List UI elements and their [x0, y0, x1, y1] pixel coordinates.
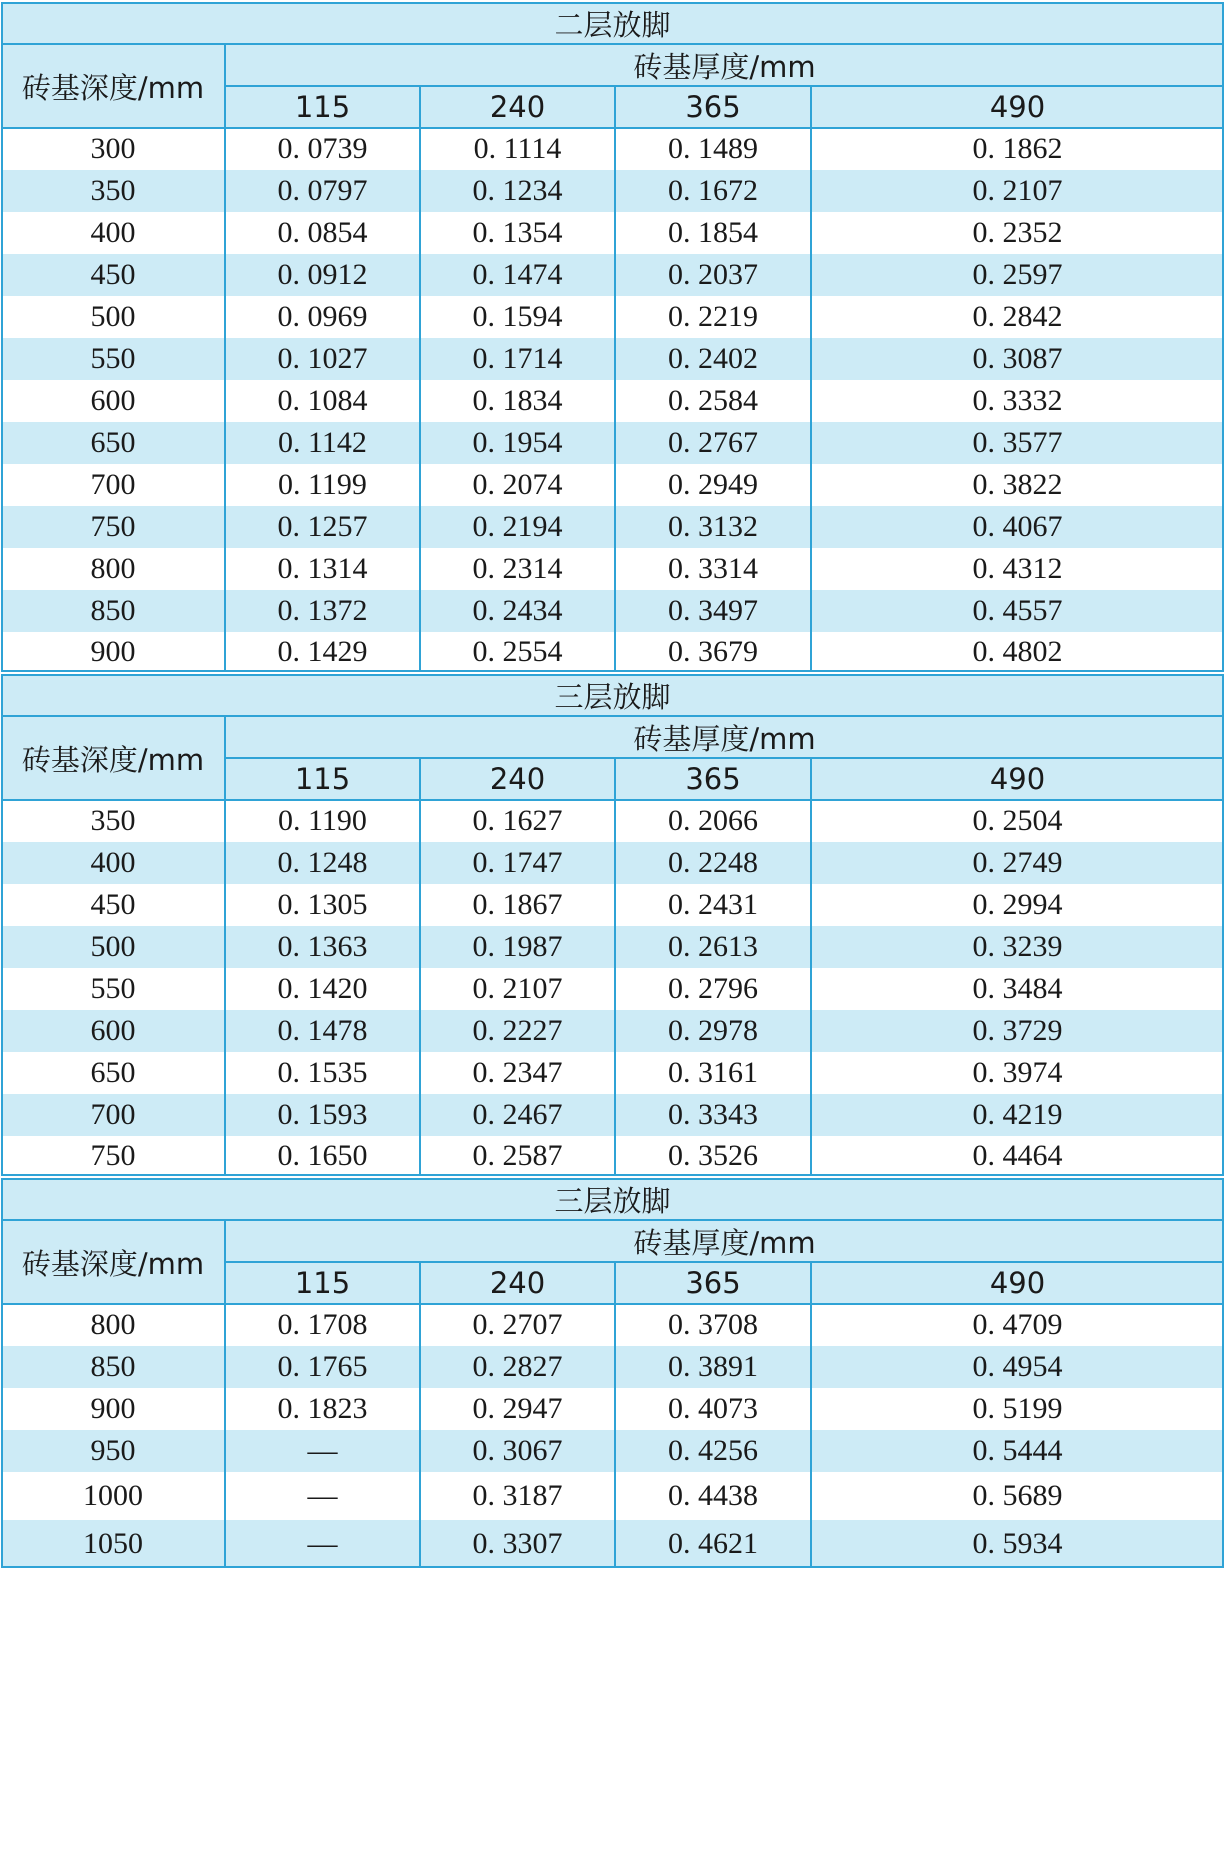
volume-value-cell: 0. 4709 — [972, 1308, 1063, 1341]
volume-value-cell: 0. 2314 — [472, 552, 563, 585]
grid-line — [225, 85, 1224, 87]
table-section — [1, 1178, 1224, 1568]
volume-value-cell: 0. 4464 — [972, 1139, 1063, 1172]
grid-line — [224, 716, 226, 1176]
depth-cell: 800 — [90, 1308, 136, 1341]
table-row — [1, 254, 1224, 296]
volume-value-cell: 0. 1199 — [278, 468, 367, 501]
depth-column-header: 砖基深度/mm — [1, 44, 225, 128]
volume-value-cell: 0. 2949 — [668, 468, 758, 501]
thickness-column-header: 240 — [420, 1262, 615, 1304]
grid-line — [225, 1261, 1224, 1263]
volume-value-cell: 0. 3679 — [668, 635, 758, 668]
volume-value-cell: 0. 3161 — [668, 1056, 758, 1089]
grid-line — [419, 86, 421, 672]
volume-value-cell: 0. 1765 — [277, 1350, 368, 1383]
volume-value-cell: 0. 3729 — [972, 1014, 1063, 1047]
volume-value-cell: 0. 1084 — [277, 384, 368, 417]
grid-line — [614, 1262, 616, 1568]
depth-cell: 350 — [90, 804, 136, 837]
volume-value-cell: 0. 1363 — [277, 930, 368, 963]
grid-line — [224, 1220, 226, 1568]
volume-value-cell: 0. 3132 — [668, 510, 758, 543]
depth-cell: 650 — [90, 1056, 136, 1089]
volume-value-cell: 0. 2219 — [668, 300, 758, 333]
volume-value-cell: 0. 1854 — [668, 216, 758, 249]
depth-cell: 950 — [90, 1434, 136, 1467]
thickness-column-header: 240 — [420, 86, 615, 128]
volume-value-cell: 0. 1672 — [668, 174, 758, 207]
volume-value-cell: 0. 2074 — [472, 468, 563, 501]
table-row — [1, 1304, 1224, 1346]
depth-cell: 400 — [90, 846, 136, 879]
volume-value-cell: 0. 1834 — [472, 384, 563, 417]
volume-value-cell: 0. 3577 — [972, 426, 1063, 459]
depth-cell: 300 — [90, 132, 136, 165]
thickness-group-header: 砖基厚度/mm — [225, 716, 1224, 758]
thickness-column-header: 490 — [811, 758, 1224, 800]
volume-value-cell: 0. 4438 — [668, 1479, 758, 1512]
table-row — [1, 1430, 1224, 1472]
volume-value-cell: 0. 1823 — [277, 1392, 368, 1425]
volume-value-cell: 0. 3307 — [472, 1527, 563, 1560]
volume-value-cell: 0. 5199 — [972, 1392, 1063, 1425]
volume-value-cell: 0. 2978 — [668, 1014, 758, 1047]
volume-value-cell: 0. 2994 — [972, 888, 1063, 921]
table-row — [1, 170, 1224, 212]
volume-value-cell: 0. 3343 — [668, 1098, 758, 1131]
grid-line — [614, 758, 616, 1176]
volume-value-cell: 0. 0739 — [277, 132, 368, 165]
volume-value-cell: 0. 2402 — [668, 342, 758, 375]
depth-cell: 900 — [90, 635, 136, 668]
volume-value-cell: 0. 2107 — [472, 972, 563, 1005]
table-row — [1, 422, 1224, 464]
depth-cell: 650 — [90, 426, 136, 459]
volume-value-cell: 0. 1142 — [278, 426, 367, 459]
table-section — [1, 674, 1224, 1176]
volume-value-cell: 0. 0797 — [277, 174, 368, 207]
volume-value-cell: 0. 2749 — [972, 846, 1063, 879]
table-row — [1, 632, 1224, 672]
grid-line — [1, 43, 1224, 45]
depth-cell: 850 — [90, 1350, 136, 1383]
empty-value-dash: — — [307, 1527, 338, 1560]
table-row — [1, 212, 1224, 254]
volume-value-cell: 0. 1305 — [277, 888, 368, 921]
volume-value-cell: 0. 1474 — [472, 258, 563, 291]
volume-value-cell: 0. 1987 — [472, 930, 563, 963]
thickness-group-header: 砖基厚度/mm — [225, 44, 1224, 86]
volume-value-cell: 0. 1747 — [472, 846, 563, 879]
table-row — [1, 590, 1224, 632]
volume-value-cell: 0. 1027 — [277, 342, 368, 375]
grid-line — [614, 86, 616, 672]
volume-value-cell: 0. 2597 — [972, 258, 1063, 291]
depth-cell: 800 — [90, 552, 136, 585]
volume-value-cell: 0. 5444 — [972, 1434, 1063, 1467]
volume-value-cell: 0. 3239 — [972, 930, 1063, 963]
volume-value-cell: 0. 1478 — [277, 1014, 368, 1047]
volume-value-cell: 0. 1714 — [472, 342, 563, 375]
volume-value-cell: 0. 2194 — [472, 510, 563, 543]
volume-value-cell: 0. 3526 — [668, 1139, 758, 1172]
depth-cell: 450 — [90, 888, 136, 921]
volume-value-cell: 0. 1248 — [277, 846, 368, 879]
table-row — [1, 1388, 1224, 1430]
grid-line — [1, 127, 1224, 129]
grid-line — [1, 1219, 1224, 1221]
volume-value-cell: 0. 1650 — [277, 1139, 368, 1172]
depth-cell: 700 — [90, 1098, 136, 1131]
volume-value-cell: 0. 3891 — [668, 1350, 758, 1383]
volume-value-cell: 0. 4954 — [972, 1350, 1063, 1383]
section-title: 三层放脚 — [1, 1178, 1224, 1220]
depth-cell: 500 — [90, 300, 136, 333]
volume-value-cell: 0. 3087 — [972, 342, 1063, 375]
volume-value-cell: 0. 0854 — [277, 216, 368, 249]
table-row — [1, 506, 1224, 548]
volume-value-cell: 0. 2587 — [472, 1139, 563, 1172]
depth-cell: 850 — [90, 594, 136, 627]
thickness-column-header: 490 — [811, 1262, 1224, 1304]
depth-cell: 1000 — [83, 1479, 143, 1512]
thickness-group-header: 砖基厚度/mm — [225, 1220, 1224, 1262]
table-row — [1, 926, 1224, 968]
table-row — [1, 1010, 1224, 1052]
depth-cell: 600 — [90, 1014, 136, 1047]
table-row — [1, 968, 1224, 1010]
volume-value-cell: 0. 3067 — [472, 1434, 563, 1467]
depth-cell: 400 — [90, 216, 136, 249]
table-row — [1, 1472, 1224, 1520]
grid-line — [810, 86, 812, 672]
volume-value-cell: 0. 1627 — [472, 804, 563, 837]
grid-line — [1, 1303, 1224, 1305]
table-row — [1, 380, 1224, 422]
volume-value-cell: 0. 3497 — [668, 594, 758, 627]
depth-cell: 600 — [90, 384, 136, 417]
volume-value-cell: 0. 1234 — [472, 174, 563, 207]
table-section — [1, 2, 1224, 672]
volume-value-cell: 0. 4312 — [972, 552, 1063, 585]
table-row — [1, 1520, 1224, 1568]
table-row — [1, 296, 1224, 338]
volume-value-cell: 0. 2107 — [972, 174, 1063, 207]
volume-value-cell: 0. 1862 — [972, 132, 1063, 165]
volume-value-cell: 0. 2504 — [972, 804, 1063, 837]
depth-cell: 700 — [90, 468, 136, 501]
thickness-column-header: 365 — [615, 86, 811, 128]
volume-value-cell: 0. 2584 — [668, 384, 758, 417]
volume-value-cell: 0. 2431 — [668, 888, 758, 921]
thickness-column-header: 240 — [420, 758, 615, 800]
volume-value-cell: 0. 1314 — [277, 552, 368, 585]
volume-value-cell: 0. 2947 — [472, 1392, 563, 1425]
depth-cell: 500 — [90, 930, 136, 963]
volume-value-cell: 0. 1429 — [277, 635, 368, 668]
table-row — [1, 800, 1224, 842]
volume-value-cell: 0. 2613 — [668, 930, 758, 963]
volume-value-cell: 0. 1489 — [668, 132, 758, 165]
depth-cell: 350 — [90, 174, 136, 207]
thickness-column-header: 490 — [811, 86, 1224, 128]
volume-value-cell: 0. 2066 — [668, 804, 758, 837]
volume-value-cell: 0. 2248 — [668, 846, 758, 879]
volume-value-cell: 0. 4067 — [972, 510, 1063, 543]
volume-value-cell: 0. 2467 — [472, 1098, 563, 1131]
empty-value-dash: — — [307, 1434, 338, 1467]
thickness-column-header: 365 — [615, 758, 811, 800]
volume-value-cell: 0. 3974 — [972, 1056, 1063, 1089]
volume-value-cell: 0. 4073 — [668, 1392, 758, 1425]
table-row — [1, 548, 1224, 590]
depth-cell: 550 — [90, 972, 136, 1005]
volume-value-cell: 0. 2827 — [472, 1350, 563, 1383]
table-row — [1, 1094, 1224, 1136]
table-row — [1, 128, 1224, 170]
grid-line — [1, 799, 1224, 801]
volume-value-cell: 0. 3484 — [972, 972, 1063, 1005]
volume-value-cell: 0. 1594 — [472, 300, 563, 333]
volume-value-cell: 0. 2767 — [668, 426, 758, 459]
grid-line — [1, 715, 1224, 717]
grid-line — [224, 44, 226, 672]
volume-value-cell: 0. 5689 — [972, 1479, 1063, 1512]
volume-value-cell: 0. 1708 — [277, 1308, 368, 1341]
volume-value-cell: 0. 2347 — [472, 1056, 563, 1089]
volume-value-cell: 0. 1372 — [277, 594, 368, 627]
thickness-column-header: 115 — [225, 758, 420, 800]
depth-cell: 900 — [90, 1392, 136, 1425]
table-row — [1, 884, 1224, 926]
grid-line — [225, 757, 1224, 759]
depth-column-header: 砖基深度/mm — [1, 1220, 225, 1304]
volume-value-cell: 0. 2707 — [472, 1308, 563, 1341]
grid-line — [419, 758, 421, 1176]
volume-value-cell: 0. 3187 — [472, 1479, 563, 1512]
volume-value-cell: 0. 0969 — [277, 300, 368, 333]
volume-value-cell: 0. 4621 — [668, 1527, 758, 1560]
volume-value-cell: 0. 1420 — [277, 972, 368, 1005]
table-row — [1, 338, 1224, 380]
section-title: 三层放脚 — [1, 674, 1224, 716]
volume-value-cell: 0. 3708 — [668, 1308, 758, 1341]
table-row — [1, 1052, 1224, 1094]
volume-value-cell: 0. 4219 — [972, 1098, 1063, 1131]
thickness-column-header: 365 — [615, 1262, 811, 1304]
volume-value-cell: 0. 2796 — [668, 972, 758, 1005]
volume-value-cell: 0. 5934 — [972, 1527, 1063, 1560]
table-row — [1, 842, 1224, 884]
volume-value-cell: 0. 4802 — [972, 635, 1063, 668]
volume-value-cell: 0. 1593 — [277, 1098, 368, 1131]
depth-column-header: 砖基深度/mm — [1, 716, 225, 800]
table-row — [1, 1136, 1224, 1176]
volume-value-cell: 0. 1535 — [277, 1056, 368, 1089]
thickness-column-header: 115 — [225, 86, 420, 128]
table-row — [1, 1346, 1224, 1388]
volume-value-cell: 0. 3822 — [972, 468, 1063, 501]
volume-value-cell: 0. 3314 — [668, 552, 758, 585]
depth-cell: 750 — [90, 510, 136, 543]
volume-value-cell: 0. 1114 — [473, 132, 562, 165]
volume-value-cell: 0. 3332 — [972, 384, 1063, 417]
volume-value-cell: 0. 4557 — [972, 594, 1063, 627]
volume-value-cell: 0. 1954 — [472, 426, 563, 459]
depth-cell: 450 — [90, 258, 136, 291]
table-row — [1, 464, 1224, 506]
volume-value-cell: 0. 1867 — [472, 888, 563, 921]
volume-value-cell: 0. 2227 — [472, 1014, 563, 1047]
volume-value-cell: 0. 1257 — [277, 510, 368, 543]
volume-value-cell: 0. 4256 — [668, 1434, 758, 1467]
grid-line — [419, 1262, 421, 1568]
volume-value-cell: 0. 2434 — [472, 594, 563, 627]
depth-cell: 550 — [90, 342, 136, 375]
volume-value-cell: 0. 2352 — [972, 216, 1063, 249]
volume-value-cell: 0. 2037 — [668, 258, 758, 291]
volume-value-cell: 0. 2554 — [472, 635, 563, 668]
depth-cell: 1050 — [83, 1527, 143, 1560]
empty-value-dash: — — [307, 1479, 338, 1512]
volume-value-cell: 0. 1190 — [278, 804, 367, 837]
thickness-column-header: 115 — [225, 1262, 420, 1304]
grid-line — [810, 1262, 812, 1568]
section-title: 二层放脚 — [1, 2, 1224, 44]
volume-value-cell: 0. 2842 — [972, 300, 1063, 333]
grid-line — [810, 758, 812, 1176]
depth-cell: 750 — [90, 1139, 136, 1172]
volume-value-cell: 0. 1354 — [472, 216, 563, 249]
volume-value-cell: 0. 0912 — [277, 258, 368, 291]
